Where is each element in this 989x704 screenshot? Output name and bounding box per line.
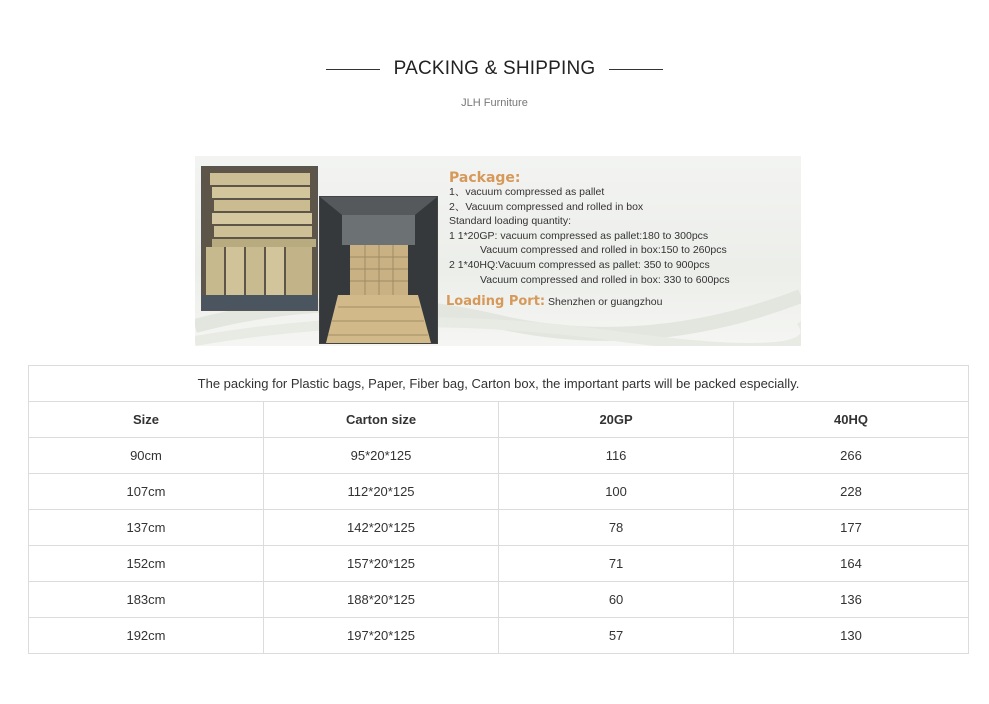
cell-carton-size: 157*20*125 bbox=[263, 546, 498, 582]
package-line: 1、vacuum compressed as pallet bbox=[449, 186, 605, 198]
cell-carton-size: 142*20*125 bbox=[263, 510, 498, 546]
packing-note: The packing for Plastic bags, Paper, Fiber bag, Carton box, the important parts will be packed especially. bbox=[29, 366, 969, 402]
table-row bbox=[29, 582, 969, 618]
cell-40hq: 130 bbox=[734, 618, 969, 654]
package-line: 2、Vacuum compressed and rolled in box bbox=[449, 200, 644, 213]
cell-carton-size: 95*20*125 bbox=[263, 438, 498, 474]
package-line: 1 1*20GP: vacuum compressed as pallet:180 to 300pcs bbox=[449, 229, 709, 242]
cell-40hq: 136 bbox=[734, 582, 969, 618]
loading-port-label: Loading Port: bbox=[446, 294, 546, 309]
column-header-size: Size bbox=[29, 402, 264, 438]
packing-table bbox=[28, 365, 969, 654]
cell-20gp: 78 bbox=[499, 510, 734, 546]
cell-20gp: 71 bbox=[499, 546, 734, 582]
table-row bbox=[29, 510, 969, 546]
cell-size: 90cm bbox=[29, 438, 264, 474]
cell-size: 137cm bbox=[29, 510, 264, 546]
cell-size: 183cm bbox=[29, 582, 264, 618]
cell-size: 152cm bbox=[29, 546, 264, 582]
loading-port-value: Shenzhen or guangzhou bbox=[548, 296, 663, 308]
title-right-rule bbox=[609, 69, 663, 70]
cell-size: 107cm bbox=[29, 474, 264, 510]
page-subtitle: JLH Furniture bbox=[461, 97, 528, 109]
page-title: PACKING & SHIPPING bbox=[393, 58, 596, 79]
cell-20gp: 116 bbox=[499, 438, 734, 474]
cell-20gp: 57 bbox=[499, 618, 734, 654]
package-heading: Package: bbox=[449, 170, 521, 186]
container-loading-photo bbox=[319, 196, 438, 344]
column-header-40hq: 40HQ bbox=[734, 402, 969, 438]
package-line: 2 1*40HQ:Vacuum compressed as pallet: 350 to 900pcs bbox=[449, 258, 710, 271]
cell-40hq: 164 bbox=[734, 546, 969, 582]
table-row bbox=[29, 474, 969, 510]
cell-40hq: 228 bbox=[734, 474, 969, 510]
cell-40hq: 266 bbox=[734, 438, 969, 474]
package-line: Standard loading quantity: bbox=[449, 215, 572, 228]
stacked-boxes-photo bbox=[201, 166, 318, 311]
cell-carton-size: 112*20*125 bbox=[263, 474, 498, 510]
cell-40hq: 177 bbox=[734, 510, 969, 546]
loading-port bbox=[446, 294, 662, 309]
package-details bbox=[449, 185, 730, 287]
title-left-rule bbox=[326, 69, 380, 70]
column-header-20gp: 20GP bbox=[499, 402, 734, 438]
cell-20gp: 60 bbox=[499, 582, 734, 618]
cell-carton-size: 197*20*125 bbox=[263, 618, 498, 654]
table-row bbox=[29, 546, 969, 582]
cell-20gp: 100 bbox=[499, 474, 734, 510]
table-row bbox=[29, 618, 969, 654]
column-header-carton-size: Carton size bbox=[263, 402, 498, 438]
packing-banner-image bbox=[195, 156, 801, 346]
cell-carton-size: 188*20*125 bbox=[263, 582, 498, 618]
section-title-row bbox=[0, 58, 989, 80]
table-row bbox=[29, 438, 969, 474]
cell-size: 192cm bbox=[29, 618, 264, 654]
package-line: Vacuum compressed and rolled in box: 330 to 600pcs bbox=[480, 273, 730, 286]
package-line: Vacuum compressed and rolled in box:150 to 260pcs bbox=[480, 244, 727, 257]
